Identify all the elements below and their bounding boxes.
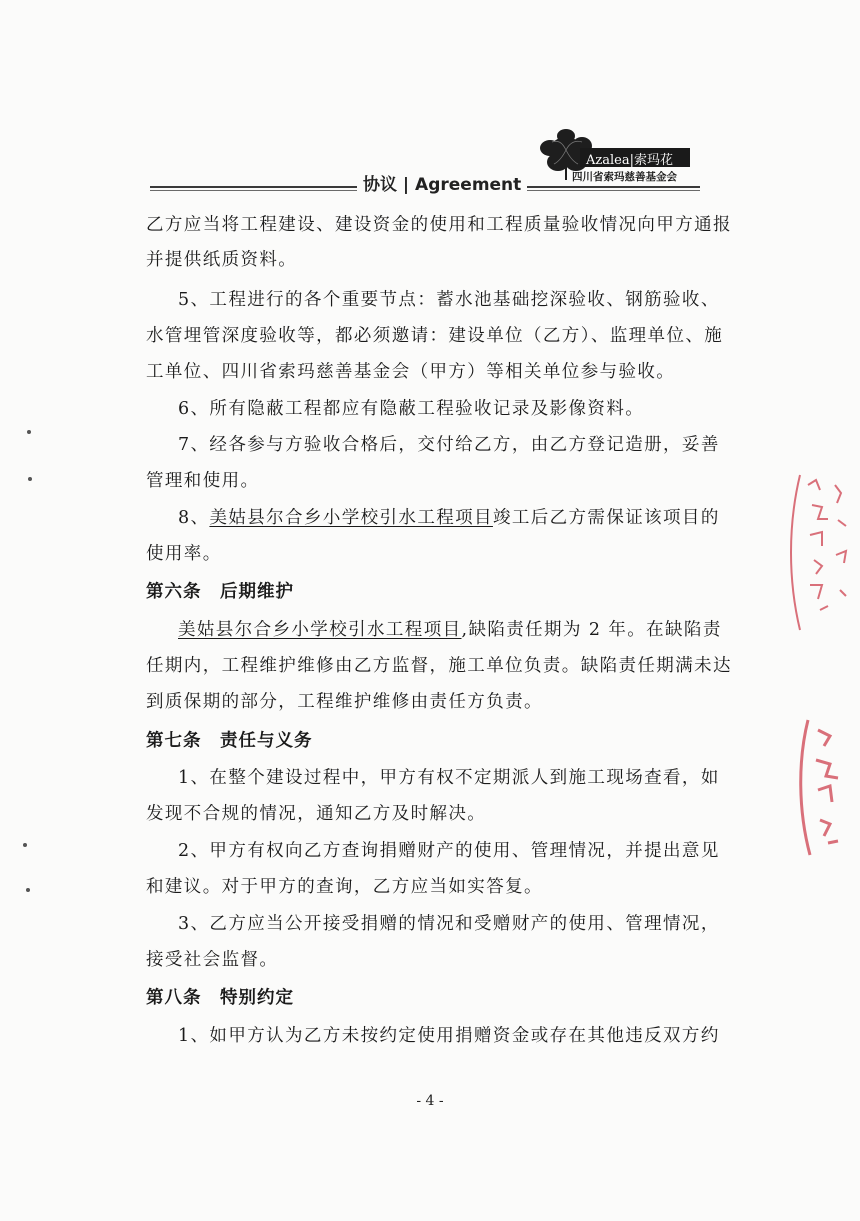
article-6-heading: 第六条 后期维护 (146, 582, 294, 602)
project-name: 美姑县尔合乡小学校引水工程项目 (209, 508, 493, 528)
document-type-title: 协议 | Agreement (357, 170, 527, 195)
article-7-heading: 第七条 责任与义务 (146, 731, 313, 751)
article-6-line-suffix: ,缺陷责任期为 2 年。在缺陷责 (461, 620, 722, 640)
paragraph-line: 和建议。对于甲方的查询，乙方应当如实答复。 (146, 877, 543, 897)
item-8-suffix: 竣工后乙方需保证该项目的 (492, 508, 720, 528)
partial-seal-stamp-icon (780, 465, 855, 640)
brand-organization: 四川省索玛慈善基金会 (572, 171, 677, 183)
article-6-line (178, 619, 748, 641)
item-8-line (178, 507, 748, 529)
paragraph-line: 使用率。 (146, 544, 222, 564)
paragraph-line: 发现不合规的情况，通知乙方及时解决。 (146, 804, 487, 824)
item-8-prefix: 8、 (178, 508, 210, 528)
page-number: - 4 - (416, 1093, 444, 1109)
binding-mark (23, 843, 27, 847)
paragraph-line: 任期内，工程维护维修由乙方监督，施工单位负责。缺陷责任期满未达 (146, 656, 732, 676)
binding-mark (28, 477, 32, 481)
paragraph-line: 7、经各参与方验收合格后，交付给乙方，由乙方登记造册，妥善 (178, 435, 720, 455)
brand-name: Azalea|索玛花 (586, 153, 673, 168)
paragraph-line: 工单位、四川省索玛慈善基金会（甲方）等相关单位参与验收。 (146, 362, 676, 382)
binding-mark (27, 430, 31, 434)
paragraph-line: 水管埋管深度验收等，都必须邀请：建设单位（乙方）、监理单位、施 (146, 326, 724, 346)
paragraph-line: 3、乙方应当公开接受捐赠的情况和受赠财产的使用、管理情况， (178, 914, 720, 934)
partial-seal-stamp-icon (788, 715, 848, 860)
paragraph-line: 2、甲方有权向乙方查询捐赠财产的使用、管理情况，并提出意见 (178, 841, 720, 861)
paragraph-line: 1、如甲方认为乙方未按约定使用捐赠资金或存在其他违反双方约 (178, 1026, 720, 1046)
paragraph-line: 并提供纸质资料。 (146, 250, 298, 270)
paragraph-line: 管理和使用。 (146, 471, 260, 491)
paragraph-line: 6、所有隐蔽工程都应有隐蔽工程验收记录及影像资料。 (178, 399, 645, 419)
paragraph-line: 5、工程进行的各个重要节点：蓄水池基础挖深验收、钢筋验收、 (178, 290, 720, 310)
binding-mark (26, 888, 30, 892)
paragraph-line: 乙方应当将工程建设、建设资金的使用和工程质量验收情况向甲方通报 (146, 215, 732, 235)
project-name: 美姑县尔合乡小学校引水工程项目 (178, 620, 462, 640)
paragraph-line: 到质保期的部分，工程维护维修由责任方负责。 (146, 692, 543, 712)
paragraph-line: 1、在整个建设过程中，甲方有权不定期派人到施工现场查看，如 (178, 768, 720, 788)
paragraph-line: 接受社会监督。 (146, 950, 279, 970)
article-8-heading: 第八条 特别约定 (146, 988, 294, 1008)
